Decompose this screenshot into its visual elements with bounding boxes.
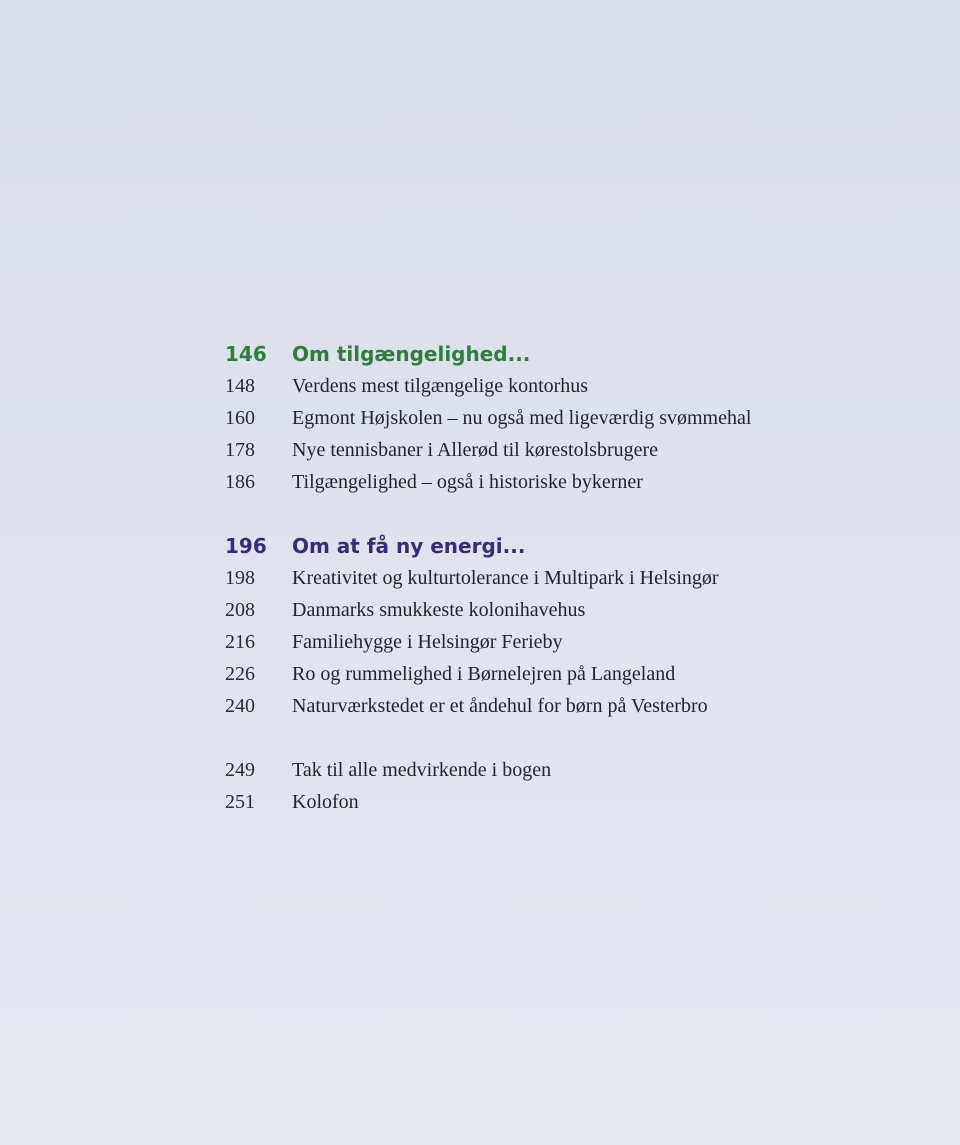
toc-entry (225, 690, 865, 722)
entry-title: Familiehygge i Helsingør Ferieby (292, 631, 563, 653)
entry-page-number: 160 (225, 407, 255, 429)
entry-page-number: 249 (225, 759, 255, 781)
entry-page-number: 198 (225, 567, 255, 589)
entry-title: Danmarks smukkeste kolonihavehus (292, 599, 586, 621)
entry-title: Egmont Højskolen – nu også med ligeværdig svømmehal (292, 407, 752, 429)
toc-entry (225, 594, 865, 626)
entry-title: Tilgængelighed – også i historiske bykerner (292, 471, 643, 493)
toc-entry (225, 466, 865, 498)
entry-title: Naturværkstedet er et åndehul for børn på Vesterbro (292, 695, 708, 717)
entry-page-number: 240 (225, 695, 255, 717)
toc-entry (225, 402, 865, 434)
section-page-number: 196 (225, 534, 267, 558)
section-heading-ny-energi (225, 530, 865, 562)
entry-title: Nye tennisbaner i Allerød til kørestolsbrugere (292, 439, 659, 461)
entry-page-number: 216 (225, 631, 255, 653)
entry-page-number: 186 (225, 471, 255, 493)
entry-title: Kolofon (292, 791, 359, 813)
section-title: Om tilgængelighed... (292, 342, 531, 366)
entry-title: Tak til alle medvirkende i bogen (292, 759, 552, 781)
entry-title: Ro og rummelighed i Børnelejren på Langeland (292, 663, 676, 685)
toc-entry (225, 370, 865, 402)
entry-page-number: 208 (225, 599, 255, 621)
section-spacer (225, 722, 865, 754)
entry-page-number: 148 (225, 375, 255, 397)
section-heading-tilgaengelighed (225, 338, 865, 370)
entry-title: Verdens mest tilgængelige kontorhus (292, 375, 589, 397)
toc-entry (225, 434, 865, 466)
section-page-number: 146 (225, 342, 267, 366)
toc-entry (225, 786, 865, 818)
entry-page-number: 178 (225, 439, 255, 461)
entry-page-number: 251 (225, 791, 255, 813)
toc-entry (225, 658, 865, 690)
entry-title: Kreativitet og kulturtolerance i Multipark i Helsingør (292, 567, 719, 589)
toc-entry (225, 754, 865, 786)
entry-page-number: 226 (225, 663, 255, 685)
section-spacer (225, 498, 865, 530)
toc-entry (225, 562, 865, 594)
section-title: Om at få ny energi... (292, 534, 526, 558)
table-of-contents (225, 338, 865, 818)
toc-entry (225, 626, 865, 658)
